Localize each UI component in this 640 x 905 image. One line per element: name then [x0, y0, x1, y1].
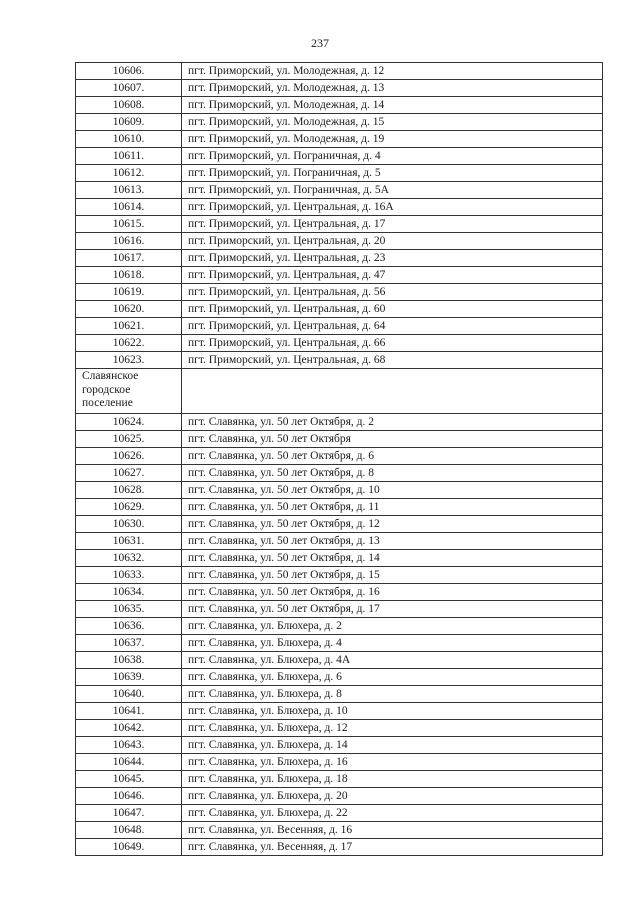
row-number: 10636. — [76, 617, 182, 634]
row-number: 10625. — [76, 430, 182, 447]
table-row — [76, 583, 603, 600]
row-address: пгт. Приморский, ул. Центральная, д. 23 — [182, 250, 603, 267]
row-number: 10620. — [76, 301, 182, 318]
row-address: пгт. Славянка, ул. 50 лет Октября, д. 15 — [182, 566, 603, 583]
row-number: 10640. — [76, 685, 182, 702]
row-address: пгт. Приморский, ул. Пограничная, д. 4 — [182, 148, 603, 165]
table-row — [76, 352, 603, 369]
row-address: пгт. Славянка, ул. Блюхера, д. 4А — [182, 651, 603, 668]
table-row — [76, 736, 603, 753]
row-number: 10608. — [76, 97, 182, 114]
row-address: пгт. Приморский, ул. Пограничная, д. 5 — [182, 165, 603, 182]
table-row — [76, 182, 603, 199]
row-address: пгт. Славянка, ул. Весенняя, д. 16 — [182, 821, 603, 838]
table-row — [76, 821, 603, 838]
row-number: 10621. — [76, 318, 182, 335]
row-number: 10634. — [76, 583, 182, 600]
row-address: пгт. Славянка, ул. Весенняя, д. 17 — [182, 838, 603, 855]
row-number: 10639. — [76, 668, 182, 685]
row-address: пгт. Славянка, ул. Блюхера, д. 18 — [182, 770, 603, 787]
row-number: 10612. — [76, 165, 182, 182]
table-row — [76, 267, 603, 284]
section-empty-cell — [182, 369, 603, 414]
row-number: 10647. — [76, 804, 182, 821]
row-address: пгт. Славянка, ул. 50 лет Октября, д. 14 — [182, 549, 603, 566]
row-address: пгт. Славянка, ул. Блюхера, д. 10 — [182, 702, 603, 719]
table-row — [76, 114, 603, 131]
row-address: пгт. Славянка, ул. 50 лет Октября, д. 16 — [182, 583, 603, 600]
row-number: 10629. — [76, 498, 182, 515]
row-number: 10617. — [76, 250, 182, 267]
row-address: пгт. Приморский, ул. Центральная, д. 56 — [182, 284, 603, 301]
row-address: пгт. Приморский, ул. Центральная, д. 64 — [182, 318, 603, 335]
row-number: 10648. — [76, 821, 182, 838]
table-row — [76, 804, 603, 821]
row-number: 10632. — [76, 549, 182, 566]
row-number: 10641. — [76, 702, 182, 719]
row-number: 10614. — [76, 199, 182, 216]
row-address: пгт. Славянка, ул. 50 лет Октября, д. 6 — [182, 447, 603, 464]
table-row — [76, 566, 603, 583]
address-table-body — [76, 63, 603, 856]
table-row — [76, 413, 603, 430]
row-address: пгт. Приморский, ул. Молодежная, д. 19 — [182, 131, 603, 148]
row-address: пгт. Славянка, ул. 50 лет Октября, д. 13 — [182, 532, 603, 549]
table-row — [76, 80, 603, 97]
row-number: 10624. — [76, 413, 182, 430]
row-address: пгт. Славянка, ул. 50 лет Октября, д. 8 — [182, 464, 603, 481]
row-number: 10644. — [76, 753, 182, 770]
table-row — [76, 651, 603, 668]
table-row — [76, 233, 603, 250]
row-number: 10638. — [76, 651, 182, 668]
row-number: 10616. — [76, 233, 182, 250]
row-number: 10611. — [76, 148, 182, 165]
row-address: пгт. Славянка, ул. Блюхера, д. 6 — [182, 668, 603, 685]
table-row — [76, 532, 603, 549]
row-address: пгт. Славянка, ул. Блюхера, д. 22 — [182, 804, 603, 821]
table-row — [76, 131, 603, 148]
row-number: 10627. — [76, 464, 182, 481]
table-row — [76, 464, 603, 481]
table-row — [76, 719, 603, 736]
row-address: пгт. Славянка, ул. 50 лет Октября, д. 10 — [182, 481, 603, 498]
row-address: пгт. Славянка, ул. 50 лет Октября — [182, 430, 603, 447]
row-number: 10637. — [76, 634, 182, 651]
table-row — [76, 685, 603, 702]
row-address: пгт. Приморский, ул. Центральная, д. 47 — [182, 267, 603, 284]
row-number: 10626. — [76, 447, 182, 464]
row-address: пгт. Славянка, ул. Блюхера, д. 12 — [182, 719, 603, 736]
row-number: 10619. — [76, 284, 182, 301]
section-label-line: городское — [82, 383, 131, 396]
table-row — [76, 549, 603, 566]
row-number: 10630. — [76, 515, 182, 532]
row-address: пгт. Славянка, ул. Блюхера, д. 14 — [182, 736, 603, 753]
table-row — [76, 318, 603, 335]
table-row — [76, 702, 603, 719]
table-row — [76, 63, 603, 80]
row-address: пгт. Приморский, ул. Молодежная, д. 15 — [182, 114, 603, 131]
table-row — [76, 498, 603, 515]
table-row — [76, 753, 603, 770]
row-number: 10606. — [76, 63, 182, 80]
row-number: 10615. — [76, 216, 182, 233]
row-number: 10613. — [76, 182, 182, 199]
table-row — [76, 216, 603, 233]
table-row — [76, 668, 603, 685]
row-number: 10631. — [76, 532, 182, 549]
row-number: 10635. — [76, 600, 182, 617]
row-address: пгт. Славянка, ул. Блюхера, д. 20 — [182, 787, 603, 804]
row-number: 10623. — [76, 352, 182, 369]
table-row — [76, 634, 603, 651]
table-row — [76, 481, 603, 498]
row-number: 10607. — [76, 80, 182, 97]
row-number: 10645. — [76, 770, 182, 787]
table-row — [76, 447, 603, 464]
row-address: пгт. Приморский, ул. Центральная, д. 68 — [182, 352, 603, 369]
row-address: пгт. Приморский, ул. Молодежная, д. 13 — [182, 80, 603, 97]
row-address: пгт. Славянка, ул. Блюхера, д. 8 — [182, 685, 603, 702]
section-row — [76, 369, 603, 414]
row-number: 10610. — [76, 131, 182, 148]
row-address: пгт. Приморский, ул. Молодежная, д. 14 — [182, 97, 603, 114]
row-number: 10622. — [76, 335, 182, 352]
table-row — [76, 335, 603, 352]
row-address: пгт. Славянка, ул. 50 лет Октября, д. 2 — [182, 413, 603, 430]
row-number: 10649. — [76, 838, 182, 855]
row-address: пгт. Приморский, ул. Молодежная, д. 12 — [182, 63, 603, 80]
row-number: 10618. — [76, 267, 182, 284]
page-number: 237 — [311, 36, 329, 50]
row-address: пгт. Приморский, ул. Пограничная, д. 5А — [182, 182, 603, 199]
table-row — [76, 787, 603, 804]
section-label-line: Славянское — [82, 370, 139, 382]
table-row — [76, 770, 603, 787]
row-address: пгт. Приморский, ул. Центральная, д. 17 — [182, 216, 603, 233]
table-row — [76, 838, 603, 855]
table-row — [76, 515, 603, 532]
row-address: пгт. Славянка, ул. Блюхера, д. 2 — [182, 617, 603, 634]
table-row — [76, 617, 603, 634]
row-address: пгт. Приморский, ул. Центральная, д. 20 — [182, 233, 603, 250]
row-number: 10643. — [76, 736, 182, 753]
section-label — [76, 369, 182, 414]
row-address: пгт. Славянка, ул. 50 лет Октября, д. 12 — [182, 515, 603, 532]
table-row — [76, 301, 603, 318]
address-table — [75, 62, 603, 856]
row-number: 10633. — [76, 566, 182, 583]
table-row — [76, 199, 603, 216]
row-address: пгт. Славянка, ул. Блюхера, д. 4 — [182, 634, 603, 651]
table-row — [76, 600, 603, 617]
row-number: 10646. — [76, 787, 182, 804]
row-address: пгт. Славянка, ул. 50 лет Октября, д. 17 — [182, 600, 603, 617]
row-number: 10609. — [76, 114, 182, 131]
row-address: пгт. Славянка, ул. 50 лет Октября, д. 11 — [182, 498, 603, 515]
section-label-line: поселение — [82, 397, 133, 409]
table-row — [76, 97, 603, 114]
table-row — [76, 284, 603, 301]
table-row — [76, 430, 603, 447]
row-address: пгт. Славянка, ул. Блюхера, д. 16 — [182, 753, 603, 770]
table-row — [76, 165, 603, 182]
table-row — [76, 250, 603, 267]
row-number: 10642. — [76, 719, 182, 736]
row-address: пгт. Приморский, ул. Центральная, д. 60 — [182, 301, 603, 318]
table-row — [76, 148, 603, 165]
row-number: 10628. — [76, 481, 182, 498]
row-address: пгт. Приморский, ул. Центральная, д. 16А — [182, 199, 603, 216]
row-address: пгт. Приморский, ул. Центральная, д. 66 — [182, 335, 603, 352]
